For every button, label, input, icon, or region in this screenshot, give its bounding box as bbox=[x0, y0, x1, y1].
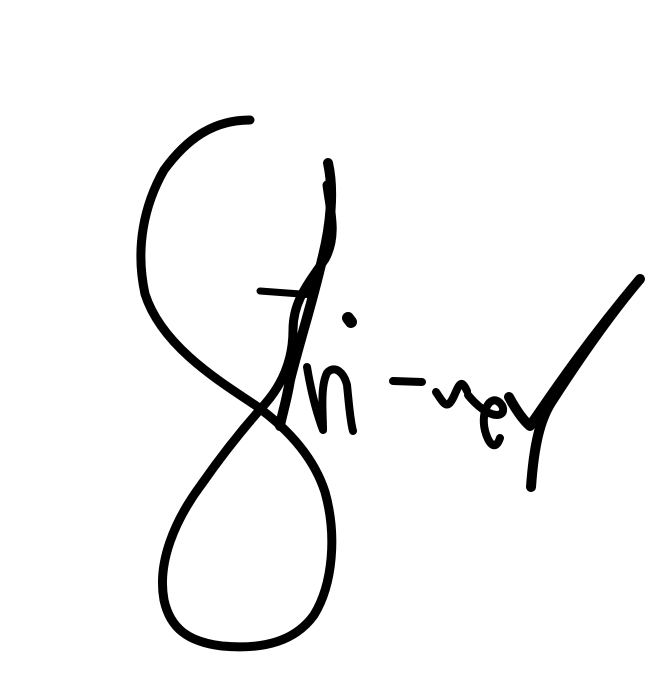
signature-main-loop bbox=[141, 120, 332, 647]
signature-ink bbox=[141, 120, 640, 647]
signature-t-crossbar bbox=[260, 291, 314, 295]
signature-i-stroke bbox=[307, 367, 353, 431]
signature-u-stroke bbox=[436, 384, 467, 405]
signature-hyphen bbox=[393, 381, 422, 382]
signature-g-stroke bbox=[468, 395, 503, 445]
signature-y-stroke bbox=[509, 279, 640, 487]
signature-i-dot bbox=[348, 318, 351, 322]
